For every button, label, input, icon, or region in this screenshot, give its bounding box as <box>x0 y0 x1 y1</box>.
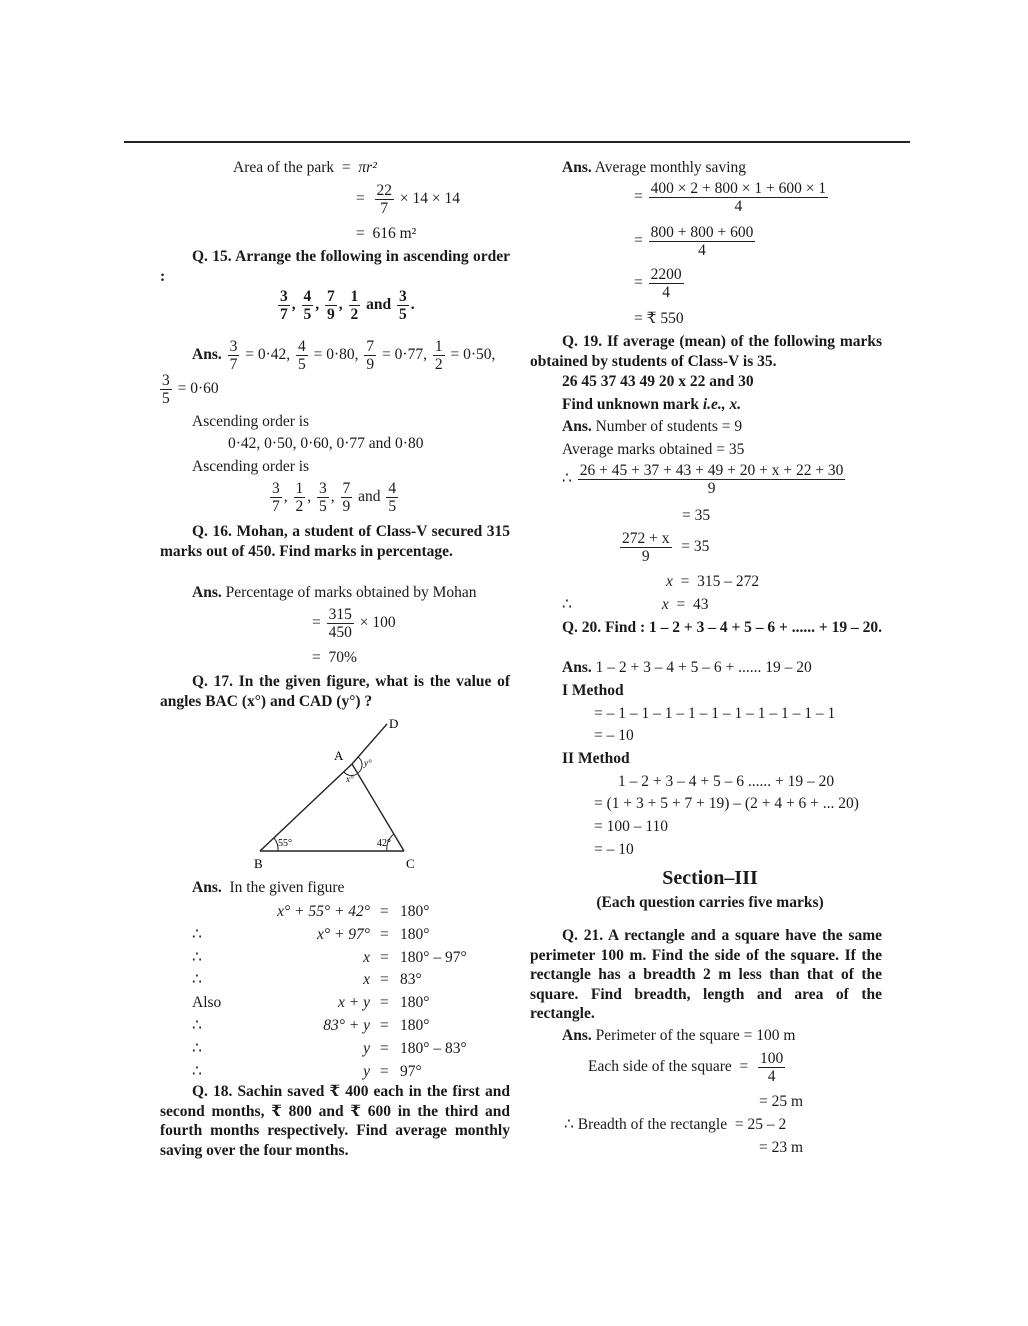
q15-fraction-list: $\frac{3}{7}$ , $\frac{4}{5}$ , $\frac{7}{9}$ , $\frac{1}{2}$ and $\frac{3}{5}$ . <box>280 288 415 323</box>
label-a: A <box>334 748 344 763</box>
q21-answer: Ans. Perimeter of the square = 100 m <box>562 1027 796 1044</box>
q21-breadth: ∴ Breadth of the rectangle = 25 – 2 <box>564 1116 787 1133</box>
section-subtitle: (Each question carries five marks) <box>596 894 824 911</box>
fraction: $\frac{3}{5}$ <box>399 288 407 323</box>
q18-step-1: = $\frac{400 \times 2 + 800 \times 1 + 600 \times 1}{4}$ <box>634 180 827 215</box>
q20-answer: Ans. 1 – 2 + 3 – 4 + 5 – 6 + ...... 19 – 20 <box>562 659 812 676</box>
q18-step-3: = $\frac{2200}{4}$ <box>634 266 682 301</box>
q21-breadth-result: = 23 m <box>759 1139 804 1156</box>
q17-step: ∴ x° + 97° = 180° <box>192 925 430 943</box>
q20-question: Q. 20. Find : 1 – 2 + 3 – 4 + 5 – 6 + ...... + 19 – 20. <box>562 619 882 636</box>
q18-result: = ₹ 550 <box>634 310 684 327</box>
q15-question: Q. 15. Arrange the following in ascending order : <box>160 248 510 285</box>
q18-question: Q. 18. Sachin saved ₹ 400 each in the first and second months, ₹ 800 and ₹ 600 in the third and fourth months respectively. Find average monthly saving over the four months. <box>160 1083 511 1159</box>
q20-method-2: II Method <box>562 750 630 767</box>
label-55: 55° <box>278 838 292 849</box>
q16-result: = 70% <box>312 649 357 666</box>
q17-step: ∴ x = 180° – 97° <box>192 948 467 966</box>
angle-y-arc <box>358 757 362 773</box>
label-42: 42° <box>377 838 391 849</box>
label-c: C <box>406 856 415 871</box>
q20-method-1-b: = – 10 <box>594 727 634 744</box>
q19-question: Q. 19. If average (mean) of the following marks obtained by students of Class-V is 35. <box>530 333 883 370</box>
q18-step-2: = $\frac{800 + 800 + 600}{4}$ <box>634 224 754 259</box>
fraction: $\frac{1}{2}$ <box>434 338 443 373</box>
fraction: $\frac{4}{5}$ <box>388 480 397 515</box>
fraction: $\frac{1}{2}$ <box>350 288 359 323</box>
q17-step: x° + 55° + 42° = 180° <box>277 903 430 920</box>
q17-step: ∴ 83° + y = 180° <box>192 1016 430 1034</box>
q16-answer: Ans. Percentage of marks obtained by Mohan <box>192 584 477 601</box>
q17-steps <box>160 901 516 1083</box>
q15-asc-label-2: Ascending order is <box>192 458 310 475</box>
fraction: $\frac{3}{7}$ <box>229 338 238 373</box>
fraction: $\frac{3}{7}$ <box>272 480 280 515</box>
q21-side-result: = 25 m <box>759 1093 804 1110</box>
q20-method-2-a: 1 – 2 + 3 – 4 + 5 – 6 ...... + 19 – 20 <box>618 773 835 790</box>
q20-method-2-c: = 100 – 110 <box>594 818 669 835</box>
q17-step: Also x + y = 180° <box>192 994 430 1012</box>
q21-question: Q. 21. A rectangle and a square have the same perimeter 100 m. Find the side of the square. If the rectangle has a breadth 2 m less than that of the square. Find breadth, length and area of the rectangle. <box>530 927 882 1022</box>
q19-step-1: ∴ $\frac{26 + 45 + 37 + 43 + 49 + 20 + x + 22 + 30}{9}$ <box>562 462 844 497</box>
label-x: x° <box>346 774 354 784</box>
fraction: $\frac{7}{9}$ <box>366 338 375 373</box>
q20-method-2-b: = (1 + 3 + 5 + 7 + 19) – (2 + 4 + 6 + ... 20) <box>594 795 859 812</box>
q19-step-4: ∴ x = 43 <box>562 596 709 613</box>
q19-ans-2: Average marks obtained = 35 <box>562 441 745 458</box>
q20-method-1: I Method <box>562 682 624 699</box>
area-line-3: = 616 m² <box>356 225 417 242</box>
q15-conversion: Ans. $\frac{3}{7}$ = 0·42, $\frac{4}{5}$ = 0·80, $\frac{7}{9}$ = 0·77, $\frac{1}{2}$ = 0·50, <box>192 338 496 373</box>
q17-step: ∴ y = 97° <box>192 1062 422 1080</box>
triangle-figure <box>244 716 434 876</box>
label-d: D <box>389 716 399 731</box>
label-b: B <box>254 856 263 871</box>
area-line-1: Area of the park = πr² <box>233 159 377 176</box>
fraction: $\frac{4}{5}$ <box>303 288 312 323</box>
fraction: $\frac{3}{5}$ <box>162 372 170 407</box>
q15-conversion-last: $\frac{3}{5}$ = 0·60 <box>162 372 219 407</box>
q19-step-1-result: = 35 <box>682 507 711 524</box>
q17-question: Q. 17. In the given figure, what is the value of angles BAC (x°) and CAD (y°) ? <box>160 673 510 710</box>
fraction: $\frac{1}{2}$ <box>295 480 304 515</box>
fraction: $\frac{3}{7}$ <box>280 288 288 323</box>
q17-step: ∴ y = 180° – 83° <box>192 1039 467 1057</box>
q16-calc: = $\frac{315}{450}$ × 100 <box>312 606 396 641</box>
q20-method-2-d: = – 10 <box>594 841 634 858</box>
q18-answer: Ans. Average monthly saving <box>562 159 746 176</box>
q15-asc-label-1: Ascending order is <box>192 413 310 430</box>
header-rule <box>124 141 910 143</box>
q19-find: Find unknown mark i.e., x. <box>562 396 742 413</box>
q20-method-1-a: = – 1 – 1 – 1 – 1 – 1 – 1 – 1 – 1 – 1 – 1 <box>594 705 836 722</box>
q17-answer: Ans. In the given figure <box>192 879 345 896</box>
q19-ans-1: Ans. Number of students = 9 <box>562 418 743 435</box>
q21-side: Each side of the square = $\frac{100}{4}$ <box>588 1050 784 1085</box>
fraction: $\frac{7}{9}$ <box>342 480 351 515</box>
label-y: y° <box>364 758 372 768</box>
q19-marks: 26 45 37 43 49 20 x 22 and 30 <box>562 373 754 390</box>
q19-step-3: x = 315 – 272 <box>666 573 760 590</box>
q16-question: Q. 16. Mohan, a student of Class-V secured 315 marks out of 450. Find marks in percentage. <box>160 523 511 560</box>
fraction: $\frac{7}{9}$ <box>327 288 335 323</box>
section-title: Section–III <box>662 867 758 889</box>
q17-step: ∴ x = 83° <box>192 971 422 989</box>
q19-step-2: $\frac{272 + x}{9}$ = 35 <box>622 530 710 565</box>
area-line-2: = $\frac{22}{7}$ × 14 × 14 <box>356 182 460 217</box>
fraction: $\frac{4}{5}$ <box>298 338 306 373</box>
q15-asc-decimals: 0·42, 0·50, 0·60, 0·77 and 0·80 <box>228 435 424 452</box>
fraction: $\frac{3}{5}$ <box>319 480 327 515</box>
q15-asc-fractions: $\frac{3}{7}$ , $\frac{1}{2}$ , $\frac{3}{5}$ , $\frac{7}{9}$ and $\frac{4}{5}$ <box>272 480 397 515</box>
side-ab <box>260 764 352 851</box>
